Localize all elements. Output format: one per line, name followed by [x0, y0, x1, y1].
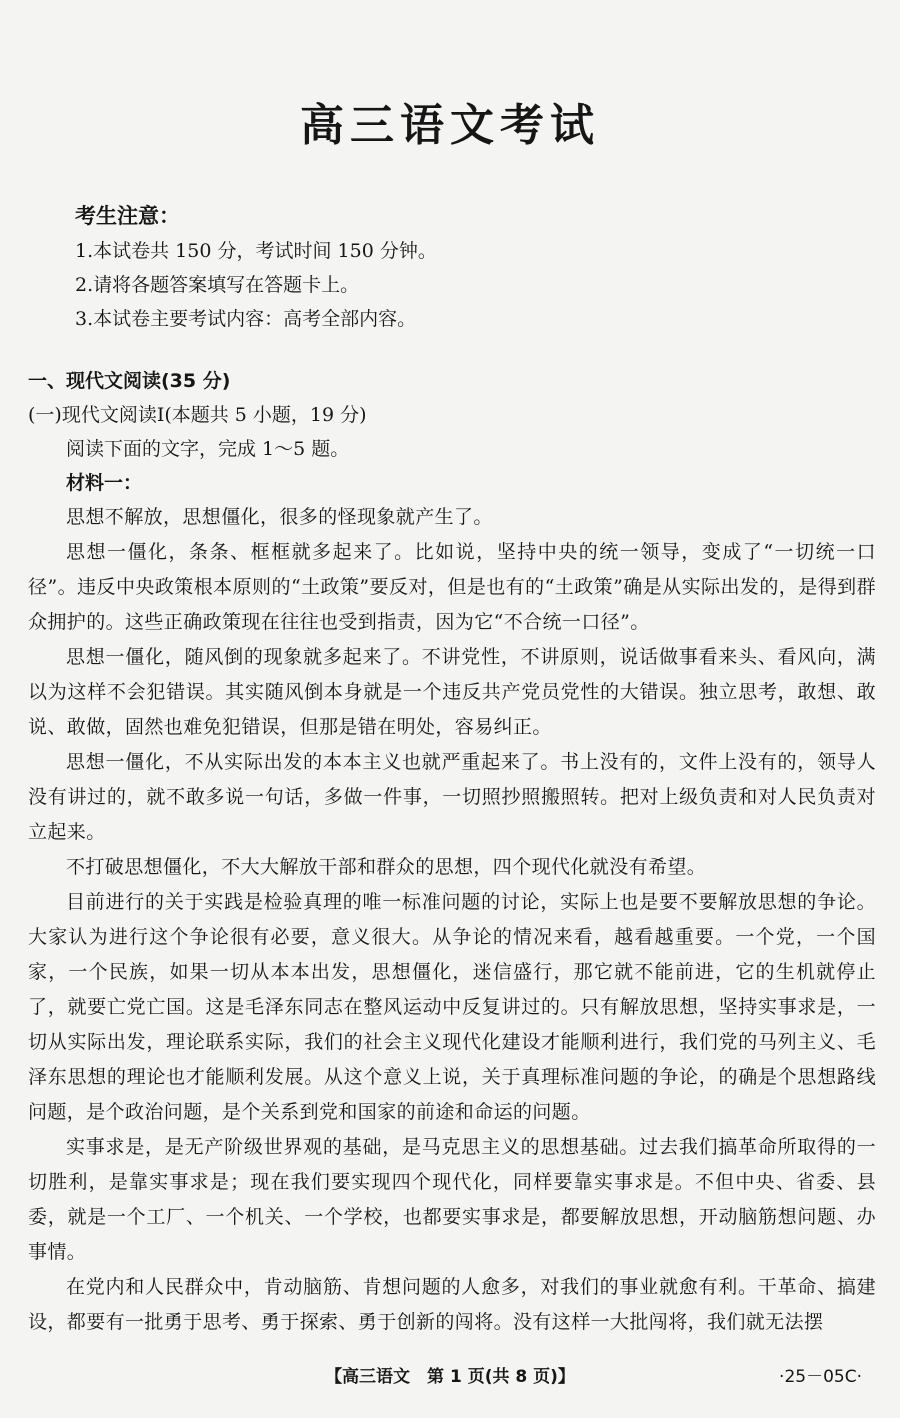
- candidate-notice: [75, 198, 835, 336]
- reading-section: [28, 364, 876, 1340]
- passage-paragraph: 思想不解放，思想僵化，很多的怪现象就产生了。: [66, 506, 493, 528]
- notice-item: 1.本试卷共 150 分，考试时间 150 分钟。: [75, 240, 437, 262]
- passage-paragraph: 在党内和人民群众中，肯动脑筋、肯想问题的人愈多，对我们的事业就愈有利。干革命、搞建设，都要有一批勇于思考、勇于探索、勇于创新的闯将。没有这样一大批闯将，我们就无法摆: [28, 1276, 876, 1333]
- passage-paragraph: 思想一僵化，不从实际出发的本本主义也就严重起来了。书上没有的，文件上没有的，领导人没有讲过的，就不敢多说一句话，多做一件事，一切照抄照搬照转。把对上级负责和对人民负责对立起来。: [28, 751, 876, 843]
- page-footer: [0, 1362, 900, 1392]
- page-number: 【高三语文 第 1 页(共 8 页)】: [325, 1367, 575, 1387]
- notice-item: 3.本试卷主要考试内容：高考全部内容。: [75, 308, 417, 330]
- passage-paragraph: 实事求是，是无产阶级世界观的基础，是马克思主义的思想基础。过去我们搞革命所取得的一切胜利，是靠实事求是；现在我们要实现四个现代化，同样要靠实事求是。不但中央、省委、县委，就是一个工厂、一个机关、一个学校，也都要实事求是，都要解放思想，开动脑筋想问题、办事情。: [28, 1136, 876, 1263]
- exam-code: ·25－05C·: [779, 1367, 862, 1387]
- passage-paragraph: 目前进行的关于实践是检验真理的唯一标准问题的讨论，实际上也是要不要解放思想的争论。大家认为进行这个争论很有必要，意义很大。从争论的情况来看，越看越重要。一个党，一个国家，一个民族，如果一切从本本出发，思想僵化，迷信盛行，那它就不能前进，它的生机就停止了，就要亡党亡国。这是毛泽东同志在整风运动中反复讲过的。只有解放思想，坚持实事求是，一切从实际出发，理论联系实际，我们的社会主义现代化建设才能顺利进行，我们党的马列主义、毛泽东思想的理论也才能顺利发展。从这个意义上说，关于真理标准问题的争论，的确是个思想路线问题，是个政治问题，是个关系到党和国家的前途和命运的问题。: [28, 891, 876, 1123]
- passage-paragraph: 不打破思想僵化，不大大解放干部和群众的思想，四个现代化就没有希望。: [66, 856, 707, 878]
- passage-paragraph: 思想一僵化，条条、框框就多起来了。比如说，坚持中央的统一领导，变成了“一切统一口径”。违反中央政策根本原则的“土政策”要反对，但是也有的“土政策”确是从实际出发的，是得到群众拥护的。这些正确政策现在往往也受到指责，因为它“不合统一口径”。: [28, 541, 876, 633]
- section-heading: 一、现代文阅读(35 分): [28, 370, 231, 392]
- notice-item: 2.请将各题答案填写在答题卡上。: [75, 274, 360, 296]
- exam-title: 高三语文考试: [300, 100, 600, 151]
- reading-instruction: 阅读下面的文字，完成 1～5 题。: [66, 438, 350, 460]
- material-label: 材料一：: [66, 472, 143, 494]
- notice-heading: 考生注意：: [75, 204, 180, 228]
- passage-paragraph: 思想一僵化，随风倒的现象就多起来了。不讲党性，不讲原则，说话做事看来头、看风向，满以为这样不会犯错误。其实随风倒本身就是一个违反共产党员党性的大错误。独立思考，敢想、敢说、敢做，固然也难免犯错误，但那是错在明处，容易纠正。: [28, 646, 876, 738]
- sub-section-heading: (一)现代文阅读Ⅰ(本题共 5 小题，19 分): [28, 404, 367, 426]
